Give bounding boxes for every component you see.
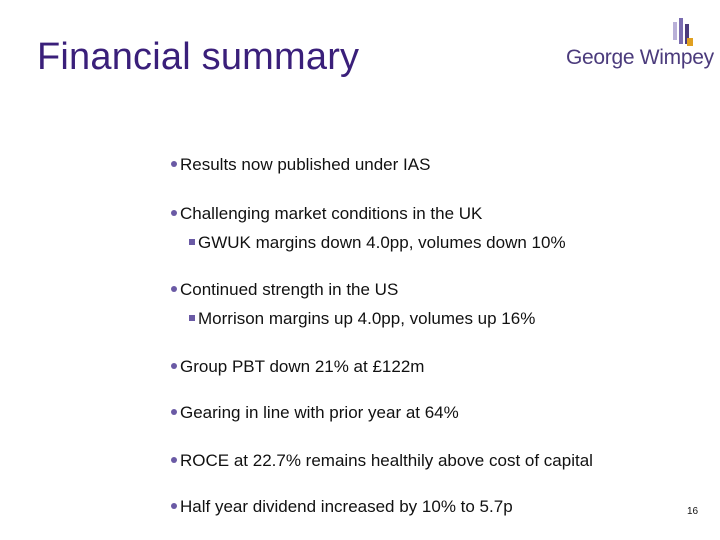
- bullet-text: Results now published under IAS: [180, 155, 431, 174]
- bullet-icon: [171, 457, 177, 463]
- bullet-icon: [171, 210, 177, 216]
- bullet-item: [171, 280, 398, 300]
- bullet-item: [171, 497, 513, 517]
- bullet-text: GWUK margins down 4.0pp, volumes down 10%: [198, 233, 566, 252]
- page-number: 16: [687, 506, 699, 517]
- sub-bullet-icon: [189, 315, 195, 321]
- sub-bullet-item: [189, 233, 566, 253]
- bullet-text: Morrison margins up 4.0pp, volumes up 16%: [198, 309, 536, 328]
- bullet-text: Half year dividend increased by 10% to 5.7p: [180, 497, 513, 516]
- bullet-icon: [171, 161, 177, 167]
- bullet-text: Group PBT down 21% at £122m: [180, 357, 425, 376]
- page-title: Financial summary: [37, 36, 360, 78]
- bullet-icon: [171, 409, 177, 415]
- bullet-item: [171, 451, 593, 471]
- logo-bars-icon: [673, 18, 693, 48]
- bullet-text: Continued strength in the US: [180, 280, 399, 299]
- bullet-icon: [171, 286, 177, 292]
- bullet-item: [171, 357, 424, 377]
- bullet-icon: [171, 363, 177, 369]
- bullet-item: [171, 403, 459, 423]
- bullet-item: [171, 155, 430, 175]
- company-logo: [566, 18, 714, 74]
- bullet-text: Challenging market conditions in the UK: [180, 204, 483, 223]
- bullet-item: [171, 204, 482, 224]
- sub-bullet-icon: [189, 239, 195, 245]
- sub-bullet-item: [189, 309, 535, 329]
- bullet-text: Gearing in line with prior year at 64%: [180, 403, 459, 422]
- bullet-text: ROCE at 22.7% remains healthily above cost of capital: [180, 451, 593, 470]
- logo-text: George Wimpey: [566, 46, 714, 69]
- bullet-icon: [171, 503, 177, 509]
